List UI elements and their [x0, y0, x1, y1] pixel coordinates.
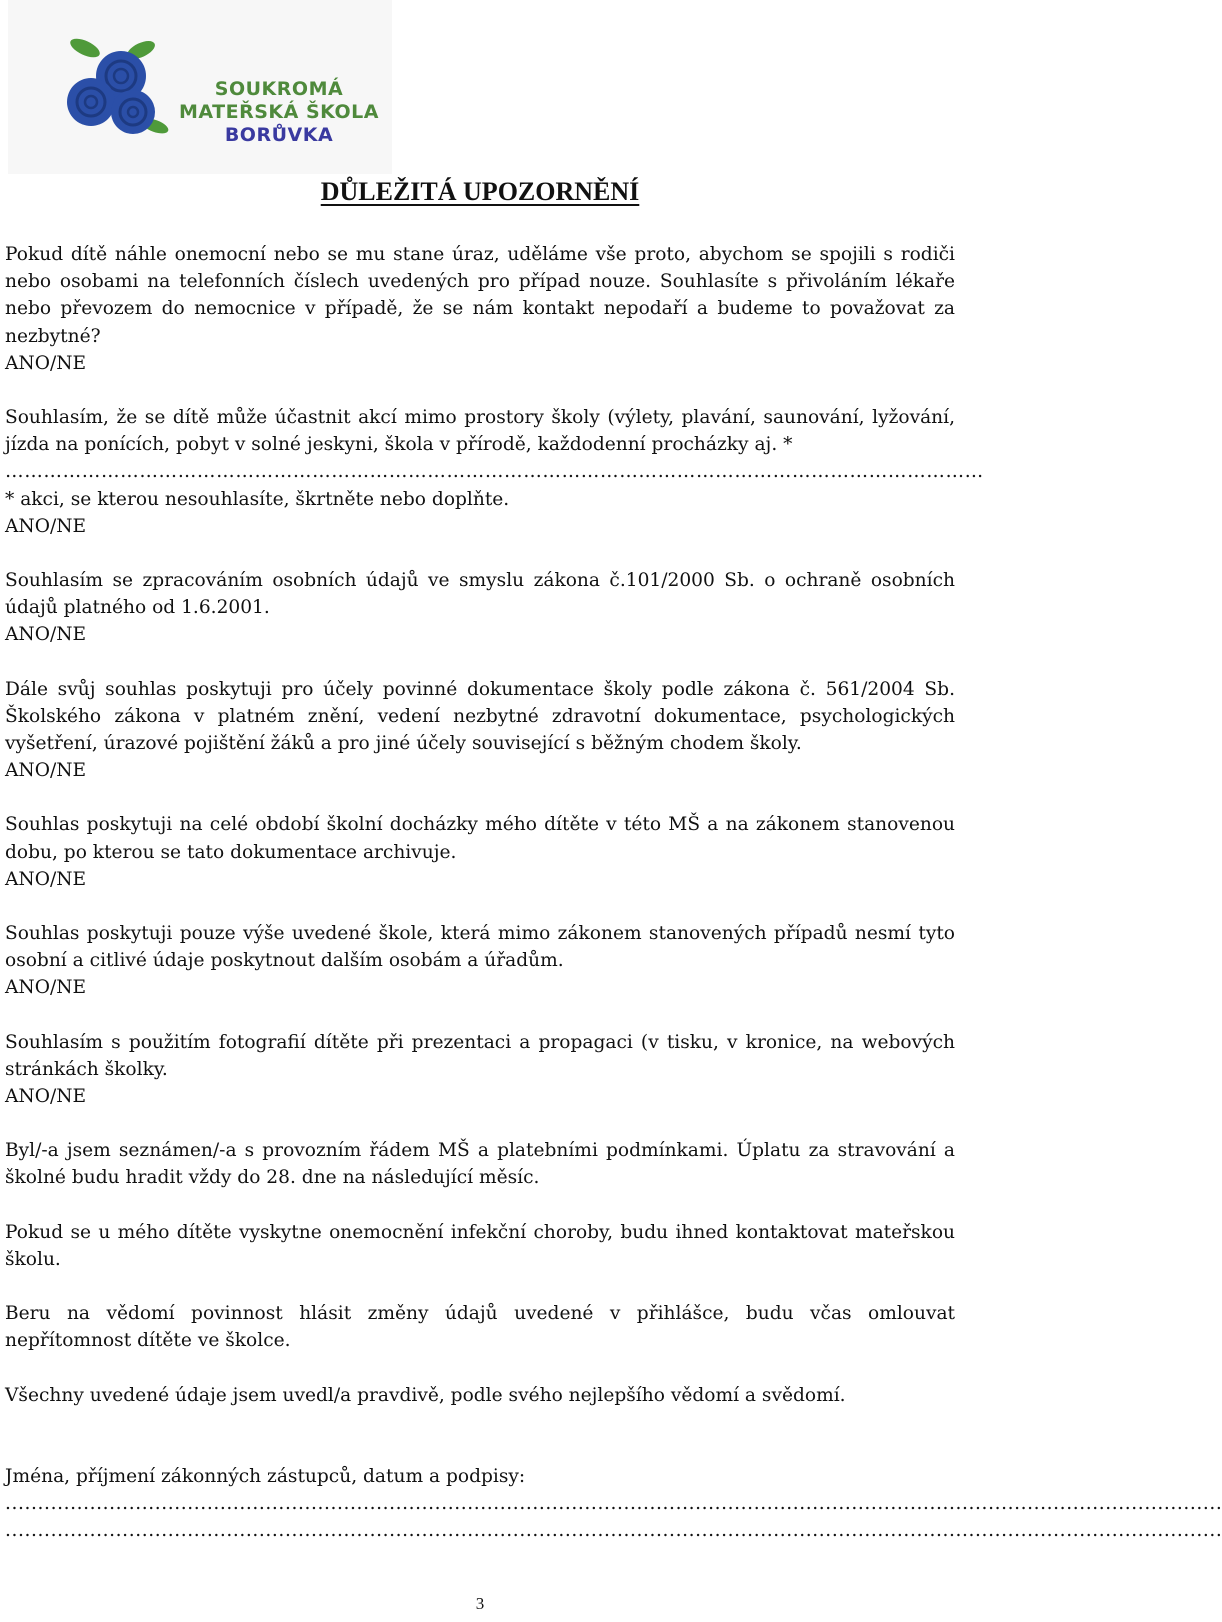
logo-line-1: SOUKROMÁ	[214, 78, 344, 100]
answer-consent-scope: ANO/NE	[5, 977, 87, 999]
paragraph-activities: Souhlasím, že se dítě může účastnit akcí mimo prostory školy (výlety, plavání, saunování, lyžování, jízda na ponících, pobyt v solné jeskyni, škola v přírodě, každodenní procházky aj. *	[5, 407, 955, 456]
paragraph-photos: Souhlasím s použitím fotografií dítěte při prezentaci a propagaci (v tisku, v kronice, na webových stránkách školky.	[5, 1031, 955, 1080]
page-number: 3	[475, 1594, 485, 1613]
answer-documentation: ANO/NE	[5, 760, 87, 782]
answer-consent-period: ANO/NE	[5, 868, 87, 890]
signature-line-1: ...........................................................................................................................................................................................	[5, 1492, 1222, 1514]
activities-note: * akci, se kterou nesouhlasíte, škrtněte nebo doplňte.	[5, 488, 510, 510]
paragraph-data-protection: Souhlasím se zpracováním osobních údajů ve smyslu zákona č.101/2000 Sb. o ochraně osobních údajů platného od 1.6.2001.	[5, 570, 955, 619]
activities-fill-line: ………………………………………………………………………………………………………………………………………	[5, 461, 984, 483]
school-logo	[8, 0, 392, 174]
paragraph-emergency: Pokud dítě náhle onemocní nebo se mu stane úraz, uděláme vše proto, abychom se spojili s rodiči nebo osobami na telefonních číslech uvedených pro případ nouze. Souhlasíte s přivoláním lékaře nebo převozem do nemocnice v případě, že se nám kontakt nepodaří a budeme to považovat za nezbytné?	[5, 244, 955, 347]
signature-label: Jména, příjmení zákonných zástupců, datum a podpisy:	[5, 1465, 526, 1487]
answer-emergency: ANO/NE	[5, 352, 87, 374]
paragraph-infection: Pokud se u mého dítěte vyskytne onemocnění infekční choroby, budu ihned kontaktovat mateřskou školu.	[5, 1221, 955, 1270]
paragraph-rules: Byl/-a jsem seznámen/-a s provozním řádem MŠ a platebními podmínkami. Úplatu za stravování a školné budu hradit vždy do 28. dne na následující měsíc.	[5, 1140, 955, 1189]
logo-text	[164, 78, 394, 147]
paragraph-changes: Beru na vědomí povinnost hlásit změny údajů uvedené v přihlášce, budu včas omlouvat nepřítomnost dítěte ve školce.	[5, 1303, 955, 1352]
blueberry-logo-icon	[63, 30, 173, 140]
page-title: DŮLEŽITÁ UPOZORNĚNÍ	[320, 177, 640, 206]
document-body	[5, 241, 1222, 1544]
paragraph-consent-period: Souhlas poskytuji na celé období školní docházky mého dítěte v této MŠ a na zákonem stanovenou dobu, po kterou se tato dokumentace archivuje.	[5, 814, 955, 863]
logo-line-3: BORŮVKA	[224, 124, 334, 146]
answer-photos: ANO/NE	[5, 1086, 87, 1108]
logo-line-2: MATEŘSKÁ ŠKOLA	[179, 101, 379, 123]
paragraph-truthfulness: Všechny uvedené údaje jsem uvedl/a pravdivě, podle svého nejlepšího vědomí a svědomí.	[5, 1384, 846, 1406]
answer-activities: ANO/NE	[5, 515, 87, 537]
paragraph-consent-scope: Souhlas poskytuji pouze výše uvedené škole, která mimo zákonem stanovených případů nesmí tyto osobní a citlivé údaje poskytnout dalším osobám a úřadům.	[5, 923, 955, 972]
answer-data-protection: ANO/NE	[5, 624, 87, 646]
paragraph-documentation: Dále svůj souhlas poskytuji pro účely povinné dokumentace školy podle zákona č. 561/2004 Sb. Školského zákona v platném znění, vedení nezbytné zdravotní dokumentace, psychologických vyšetření, úrazové pojištění žáků a pro jiné účely související s běžným chodem školy.	[5, 678, 955, 755]
signature-line-2: ...........................................................................................................................................................................................	[5, 1520, 1222, 1542]
